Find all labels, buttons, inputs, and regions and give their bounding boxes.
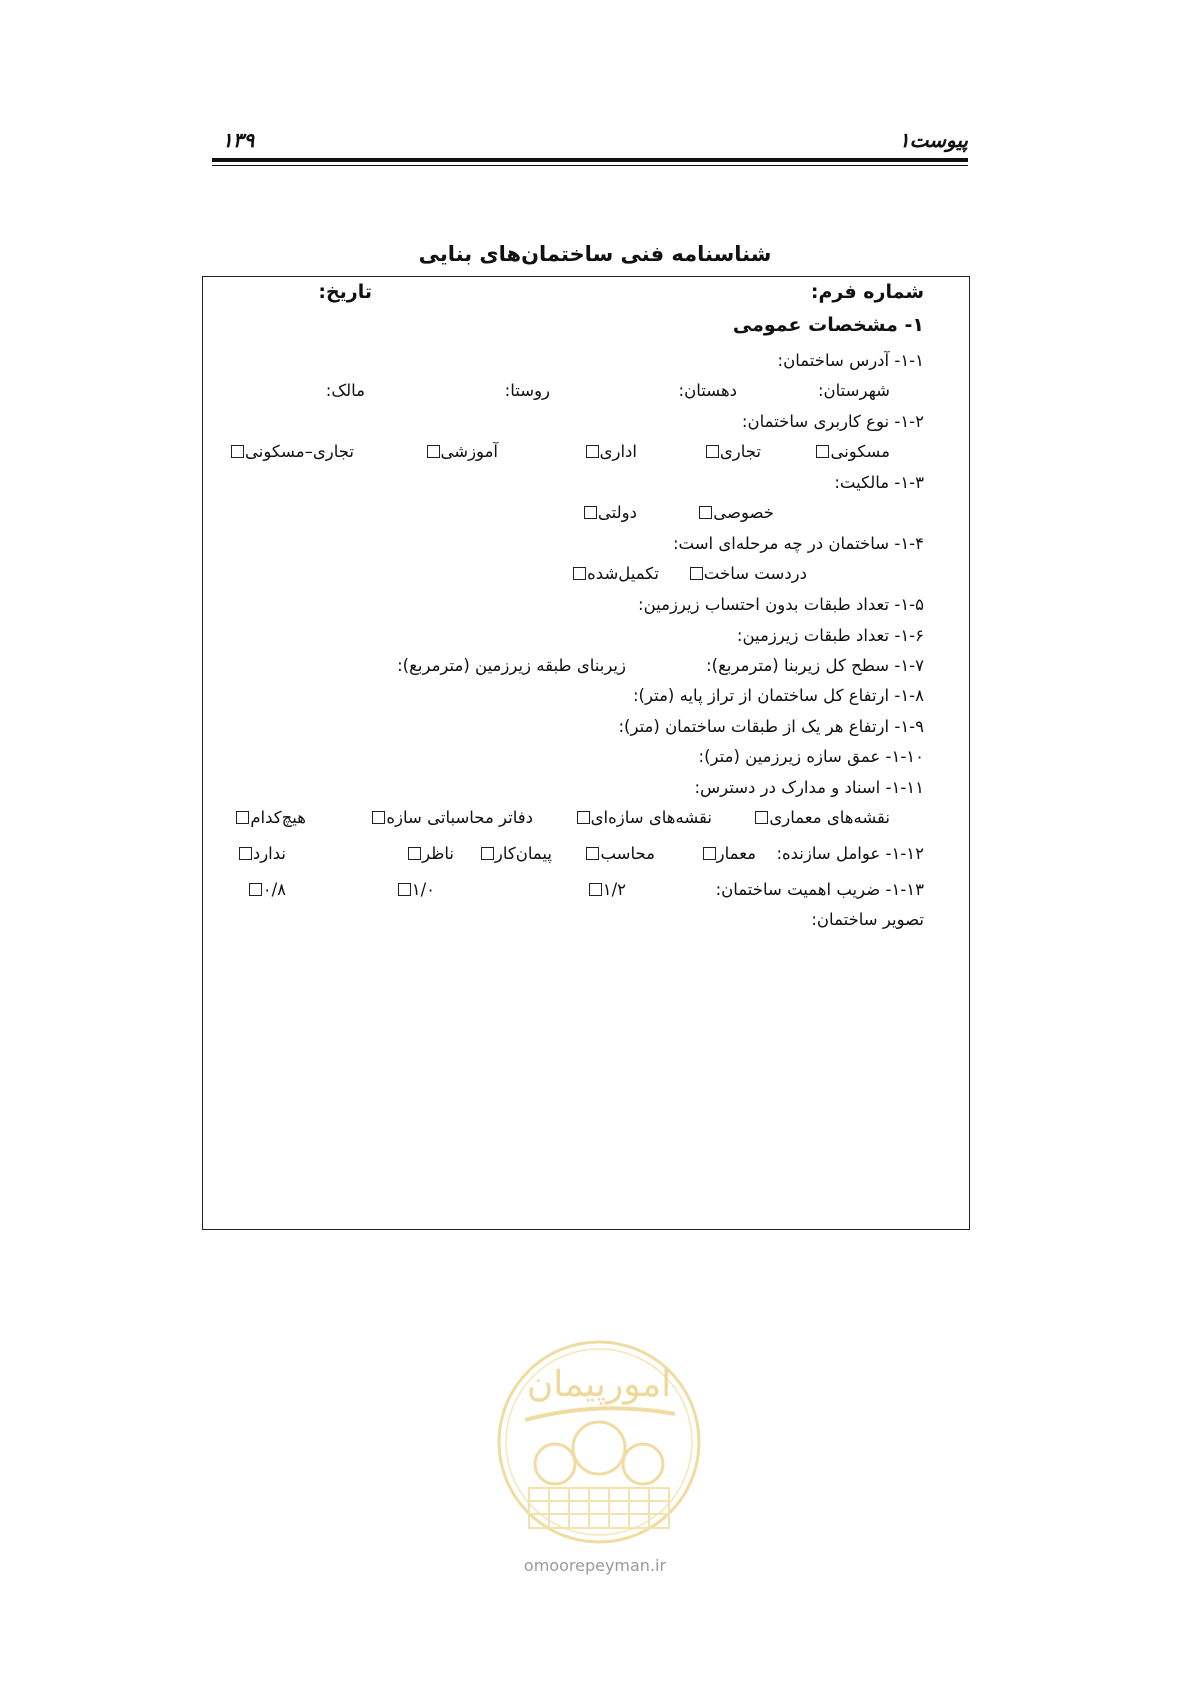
floors-above-ground-label: ۱-۵- تعداد طبقات بدون احتساب زیرزمین:: [638, 595, 924, 614]
floor-height-label: ۱-۹- ارتفاع هر یک از طبقات ساختمان (متر):: [618, 717, 924, 736]
stage-under-construction-option[interactable]: [689, 564, 807, 583]
total-area-label: ۱-۷- سطح کل زیربنا (مترمربع):: [706, 656, 924, 675]
total-height-label: ۱-۸- ارتفاع کل ساختمان از تراز پایه (متر):: [633, 686, 924, 705]
doc-none-option[interactable]: [235, 808, 306, 827]
builder-calculator-option[interactable]: [585, 844, 655, 863]
doc-calc-books-option[interactable]: [371, 808, 533, 827]
village-field: روستا:: [504, 381, 550, 400]
usage-mixed-option[interactable]: [230, 442, 354, 461]
builder-contractor-checkbox[interactable]: [481, 847, 494, 860]
header-rule: [212, 158, 968, 162]
section-general-title: ۱- مشخصات عمومی: [732, 314, 924, 336]
builder-none-option[interactable]: [238, 844, 286, 863]
basement-floors-label: ۱-۶- تعداد طبقات زیرزمین:: [736, 626, 924, 645]
builder-supervisor-checkbox[interactable]: [408, 847, 421, 860]
usage-residential-label: مسکونی: [830, 442, 890, 461]
importance-1-0-option[interactable]: [397, 880, 435, 899]
doc-architectural-label: نقشه‌های معماری: [769, 808, 890, 827]
address-label: ۱-۱- آدرس ساختمان:: [777, 351, 924, 370]
builder-architect-option[interactable]: [702, 844, 756, 863]
page-number: ۱۳۹: [222, 128, 255, 152]
documents-label: ۱-۱۱- اسناد و مدارک در دسترس:: [694, 778, 924, 797]
ownership-government-label: دولتی: [597, 503, 637, 522]
ownership-label: ۱-۳- مالکیت:: [834, 473, 924, 492]
builder-calculator-checkbox[interactable]: [586, 847, 599, 860]
stage-label: ۱-۴- ساختمان در چه مرحله‌ای است:: [672, 534, 924, 553]
usage-educational-checkbox[interactable]: [427, 445, 440, 458]
ownership-private-option[interactable]: [698, 503, 774, 522]
doc-none-checkbox[interactable]: [236, 811, 249, 824]
doc-architectural-option[interactable]: [754, 808, 890, 827]
city-field: شهرستان:: [817, 381, 890, 400]
stage-completed-checkbox[interactable]: [573, 567, 586, 580]
builder-none-checkbox[interactable]: [239, 847, 252, 860]
ownership-private-label: خصوصی: [713, 503, 774, 522]
basement-depth-label: ۱-۱۰- عمق سازه زیرزمین (متر):: [698, 747, 924, 766]
doc-architectural-checkbox[interactable]: [755, 811, 768, 824]
doc-structural-label: نقشه‌های سازه‌ای: [590, 808, 712, 827]
builder-contractor-label: پیمان‌کار: [494, 844, 552, 863]
usage-commercial-label: تجاری: [719, 442, 761, 461]
importance-1-2-checkbox[interactable]: [589, 883, 602, 896]
builder-contractor-option[interactable]: [480, 844, 552, 863]
builder-supervisor-label: ناظر: [422, 844, 454, 863]
importance-1-2-label: ۱/۲: [602, 880, 626, 899]
ownership-government-option[interactable]: [583, 503, 637, 522]
builder-none-label: ندارد: [252, 844, 286, 863]
doc-structural-option[interactable]: [576, 808, 712, 827]
importance-1-2-option[interactable]: [588, 880, 626, 899]
builder-architect-label: معمار: [716, 844, 756, 863]
builder-architect-checkbox[interactable]: [703, 847, 716, 860]
page-title: پیوست۱: [898, 128, 968, 152]
doc-calc-books-checkbox[interactable]: [372, 811, 385, 824]
importance-0-8-checkbox[interactable]: [249, 883, 262, 896]
usage-educational-label: آموزشی: [440, 442, 498, 461]
importance-0-8-label: ۰/۸: [262, 880, 286, 899]
builder-supervisor-option[interactable]: [407, 844, 454, 863]
stage-completed-option[interactable]: [572, 564, 659, 583]
importance-1-0-checkbox[interactable]: [398, 883, 411, 896]
builder-calculator-label: محاسب: [600, 844, 655, 863]
stage-under-construction-checkbox[interactable]: [690, 567, 703, 580]
building-photo-label: تصویر ساختمان:: [811, 910, 924, 929]
form-number-label: شماره فرم:: [810, 281, 924, 303]
doc-none-label: هیچ‌کدام: [250, 808, 306, 827]
usage-office-checkbox[interactable]: [586, 445, 599, 458]
watermark-logo: [495, 1338, 703, 1546]
watermark-site: omoorepeyman.ir: [523, 1556, 667, 1575]
watermark-logo-text: امورپیمان: [526, 1364, 672, 1405]
importance-0-8-option[interactable]: [248, 880, 286, 899]
header-rule-thin: [212, 165, 968, 166]
builders-label: ۱-۱۲- عوامل سازنده:: [776, 844, 924, 863]
district-field: دهستان:: [678, 381, 737, 400]
stage-under-construction-label: دردست ساخت: [703, 564, 807, 583]
usage-educational-option[interactable]: [426, 442, 499, 461]
usage-label: ۱-۲- نوع کاربری ساختمان:: [741, 412, 924, 431]
usage-mixed-checkbox[interactable]: [231, 445, 244, 458]
usage-mixed-label: تجاری–مسکونی: [245, 442, 354, 461]
form-title: شناسنامه فنی ساختمان‌های بنایی: [418, 242, 772, 266]
ownership-private-checkbox[interactable]: [699, 506, 712, 519]
owner-field: مالک:: [325, 381, 365, 400]
usage-commercial-checkbox[interactable]: [706, 445, 719, 458]
usage-commercial-option[interactable]: [705, 442, 761, 461]
doc-structural-checkbox[interactable]: [577, 811, 590, 824]
usage-office-label: اداری: [599, 442, 637, 461]
date-label: تاریخ:: [318, 281, 372, 303]
stage-completed-label: تکمیل‌شده: [587, 564, 659, 583]
usage-office-option[interactable]: [585, 442, 637, 461]
ownership-government-checkbox[interactable]: [584, 506, 597, 519]
usage-residential-checkbox[interactable]: [816, 445, 829, 458]
importance-1-0-label: ۱/۰: [411, 880, 435, 899]
doc-calc-books-label: دفاتر محاسباتی سازه: [386, 808, 533, 827]
usage-residential-option[interactable]: [815, 442, 890, 461]
importance-label: ۱-۱۳- ضریب اهمیت ساختمان:: [715, 880, 924, 899]
basement-area-label: زیربنای طبقه زیرزمین (مترمربع):: [397, 656, 626, 675]
